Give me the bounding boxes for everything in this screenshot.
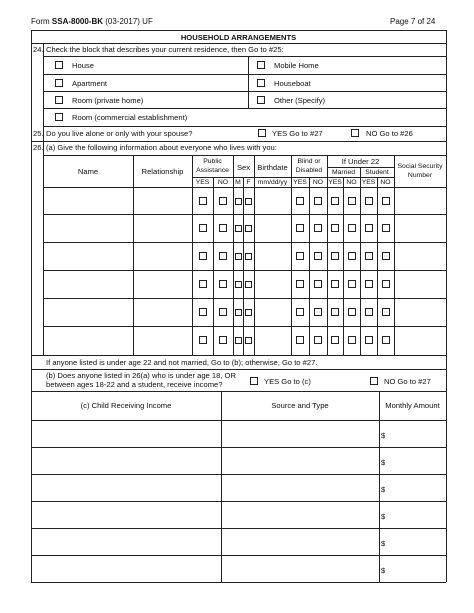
q24-rule-2: [43, 91, 446, 92]
row4-blind-no-checkbox[interactable]: [314, 280, 322, 288]
row-rule-6: [31, 355, 446, 356]
income-col-amount: Monthly Amount: [385, 401, 440, 410]
student-no-head: NO: [380, 179, 391, 186]
apartment-label: Apartment: [72, 79, 108, 88]
q24-col-divider: [248, 56, 249, 108]
top-rule: [31, 30, 446, 31]
q26b-no-label: NO Go to #27: [384, 377, 431, 386]
note-rule: [31, 369, 446, 370]
income-amount-currency: $: [381, 458, 386, 467]
page-number: Page 7 of 24: [390, 17, 436, 26]
married-no-head: NO: [346, 179, 357, 186]
room-private-checkbox[interactable]: [55, 96, 63, 104]
q24-rule-1: [43, 74, 446, 75]
sex-m-head: M: [235, 179, 241, 186]
student-yes-head: YES: [361, 179, 376, 186]
house-label: House: [72, 61, 94, 70]
row5-student-no-checkbox[interactable]: [382, 308, 390, 316]
row1-blind-yes-checkbox[interactable]: [296, 197, 304, 205]
section-title: HOUSEHOLD ARRANGEMENTS: [180, 33, 297, 42]
row5-blind-no-checkbox[interactable]: [314, 308, 322, 316]
row2-student-yes-checkbox[interactable]: [365, 224, 373, 232]
row3-sex-m-checkbox[interactable]: [235, 253, 242, 260]
row2-blind-no-checkbox[interactable]: [314, 224, 322, 232]
row6-blind-no-checkbox[interactable]: [314, 336, 322, 344]
pa-yes-head: YES: [195, 179, 210, 186]
row4-pa-no-checkbox[interactable]: [219, 280, 227, 288]
q24-prompt: Check the block that describes your current residence, then Go to #25:: [46, 45, 284, 54]
income-amount-currency: $: [381, 485, 386, 494]
row2-blind-yes-checkbox[interactable]: [296, 224, 304, 232]
row5-married-no-checkbox[interactable]: [348, 308, 356, 316]
row1-sex-m-checkbox[interactable]: [235, 198, 242, 205]
mobile-home-checkbox[interactable]: [257, 61, 265, 69]
row4-pa-yes-checkbox[interactable]: [199, 280, 207, 288]
income-amount-currency: $: [381, 431, 386, 440]
q26b-rule: [31, 391, 446, 392]
income-amount-currency: $: [381, 512, 386, 521]
col-married: Married: [331, 169, 356, 176]
q25-prompt: Do you live alone or only with your spouse?: [46, 129, 193, 138]
row2-sex-f-checkbox[interactable]: [245, 225, 252, 232]
row6-student-yes-checkbox[interactable]: [365, 336, 373, 344]
q25-yes-checkbox[interactable]: [258, 129, 266, 137]
row4-student-yes-checkbox[interactable]: [365, 280, 373, 288]
row5-blind-yes-checkbox[interactable]: [296, 308, 304, 316]
row4-student-no-checkbox[interactable]: [382, 280, 390, 288]
q26-note: If anyone listed is under age 22 and not married, Go to (b); otherwise, Go to #27.: [46, 358, 318, 367]
sex-f-head: F: [246, 179, 251, 186]
tbl-v-13: [394, 155, 395, 355]
row2-pa-yes-checkbox[interactable]: [199, 224, 207, 232]
other-label: Other (Specify): [274, 96, 326, 105]
row6-married-yes-checkbox[interactable]: [331, 336, 339, 344]
form-code: SSA-8000-BK: [51, 17, 104, 26]
row1-blind-no-checkbox[interactable]: [314, 197, 322, 205]
col-ssn: Social Security Number: [397, 163, 443, 179]
income-row-rule: [31, 474, 446, 475]
houseboat-label: Houseboat: [274, 79, 311, 88]
col-public-assistance: Public Assistance: [196, 158, 229, 174]
row6-student-no-checkbox[interactable]: [382, 336, 390, 344]
blind-yes-head: YES: [293, 179, 307, 186]
other-checkbox[interactable]: [257, 96, 265, 104]
header-rule-bottom: [43, 187, 446, 188]
bottom-rule: [31, 582, 446, 583]
q25-no-checkbox[interactable]: [351, 129, 359, 137]
q26-prompt: (a) Give the following information about everyone who lives with you:: [46, 143, 277, 152]
income-header-rule: [31, 420, 446, 421]
room-private-label: Room (private home): [72, 96, 144, 105]
income-row-rule: [31, 447, 446, 448]
q26-number: 26.: [33, 143, 44, 152]
col-birthdate: Birthdate: [257, 163, 288, 172]
q25-rule: [31, 141, 446, 142]
form-suffix: (03-2017) UF: [103, 17, 153, 26]
col-relationship: Relationship: [141, 167, 184, 176]
q25-no-label: NO Go to #26: [366, 129, 413, 138]
apartment-checkbox[interactable]: [55, 79, 63, 87]
blind-no-head: NO: [312, 179, 324, 186]
left-border: [31, 30, 32, 582]
row-rule-1: [43, 214, 446, 215]
q25-yes-label: YES Go to #27: [272, 129, 323, 138]
row-rule-2: [43, 242, 446, 243]
tbl-v-10: [343, 177, 344, 355]
row4-sex-m-checkbox[interactable]: [235, 281, 242, 288]
row5-married-yes-checkbox[interactable]: [331, 308, 339, 316]
col-student: Student: [365, 169, 389, 176]
row1-student-yes-checkbox[interactable]: [365, 197, 373, 205]
row4-married-no-checkbox[interactable]: [348, 280, 356, 288]
q24-rule-0: [43, 56, 446, 57]
row3-married-yes-checkbox[interactable]: [331, 252, 339, 260]
q25-number: 25.: [33, 129, 44, 138]
houseboat-checkbox[interactable]: [257, 79, 265, 87]
row5-sex-m-checkbox[interactable]: [235, 309, 242, 316]
row4-sex-f-checkbox[interactable]: [245, 281, 252, 288]
income-row-rule: [31, 555, 446, 556]
income-row-rule: [31, 528, 446, 529]
title-rule: [31, 43, 446, 44]
form-id: [31, 17, 153, 26]
row3-blind-no-checkbox[interactable]: [314, 252, 322, 260]
q26b-yes-label: YES Go to (c): [264, 377, 311, 386]
tbl-v-1: [133, 155, 134, 355]
row1-married-yes-checkbox[interactable]: [331, 197, 339, 205]
row1-married-no-checkbox[interactable]: [348, 197, 356, 205]
house-checkbox[interactable]: [55, 61, 63, 69]
row5-student-yes-checkbox[interactable]: [365, 308, 373, 316]
q26b-no-checkbox[interactable]: [370, 377, 378, 385]
mobile-home-label: Mobile Home: [274, 61, 319, 70]
income-row-rule: [31, 501, 446, 502]
row3-sex-f-checkbox[interactable]: [245, 253, 252, 260]
tbl-v-12: [377, 177, 378, 355]
tbl-v-8: [309, 177, 310, 355]
row1-student-no-checkbox[interactable]: [382, 197, 390, 205]
row2-married-yes-checkbox[interactable]: [331, 224, 339, 232]
row2-sex-m-checkbox[interactable]: [235, 225, 242, 232]
room-commercial-label: Room (commercial establishment): [72, 113, 188, 122]
row4-blind-yes-checkbox[interactable]: [296, 280, 304, 288]
tbl-v-5: [243, 177, 244, 355]
row3-pa-no-checkbox[interactable]: [219, 252, 227, 260]
form-prefix: Form: [31, 17, 52, 26]
q26b-prompt-1: (b) Does anyone listed in 26(a) who is under age 18, OR: [46, 371, 236, 380]
row-rule-3: [43, 270, 446, 271]
row1-pa-yes-checkbox[interactable]: [199, 197, 207, 205]
row3-pa-yes-checkbox[interactable]: [199, 252, 207, 260]
col-under22: If Under 22: [341, 157, 380, 166]
row-rule-5: [43, 326, 446, 327]
row6-pa-no-checkbox[interactable]: [219, 336, 227, 344]
income-col-source: Source and Type: [271, 401, 329, 410]
row6-sex-f-checkbox[interactable]: [245, 337, 252, 344]
col-sex: Sex: [236, 163, 251, 172]
married-yes-head: YES: [328, 179, 342, 186]
row5-pa-yes-checkbox[interactable]: [199, 308, 207, 316]
room-commercial-checkbox[interactable]: [55, 113, 63, 121]
row3-student-no-checkbox[interactable]: [382, 252, 390, 260]
tbl-v-0: [43, 155, 44, 355]
income-amount-currency: $: [381, 566, 386, 575]
q24-rule-4: [43, 126, 446, 127]
row6-married-no-checkbox[interactable]: [348, 336, 356, 344]
q24-rule-3: [43, 108, 446, 109]
pa-no-head: NO: [217, 179, 229, 186]
col-name: Name: [77, 167, 99, 176]
row1-sex-f-checkbox[interactable]: [245, 198, 252, 205]
row2-student-no-checkbox[interactable]: [382, 224, 390, 232]
q24-number: 24.: [33, 45, 44, 54]
row3-blind-yes-checkbox[interactable]: [296, 252, 304, 260]
income-col-child: (c) Child Receiving Income: [80, 401, 172, 410]
row2-pa-no-checkbox[interactable]: [219, 224, 227, 232]
row2-married-no-checkbox[interactable]: [348, 224, 356, 232]
row1-pa-no-checkbox[interactable]: [219, 197, 227, 205]
income-amount-currency: $: [381, 539, 386, 548]
row3-student-yes-checkbox[interactable]: [365, 252, 373, 260]
row4-married-yes-checkbox[interactable]: [331, 280, 339, 288]
row3-married-no-checkbox[interactable]: [348, 252, 356, 260]
row5-sex-f-checkbox[interactable]: [245, 309, 252, 316]
right-border: [446, 30, 447, 582]
tbl-v-3: [213, 177, 214, 355]
q26-header-rule-top: [43, 155, 446, 156]
birthdate-format: mm/dd/yy: [257, 179, 288, 186]
row6-pa-yes-checkbox[interactable]: [199, 336, 207, 344]
col-blind-disabled: Blind or Disabled: [295, 158, 323, 174]
q26b-prompt-2: between ages 18-22 and a student, receive income?: [46, 380, 223, 389]
row5-pa-no-checkbox[interactable]: [219, 308, 227, 316]
row6-blind-yes-checkbox[interactable]: [296, 336, 304, 344]
row6-sex-m-checkbox[interactable]: [235, 337, 242, 344]
row-rule-4: [43, 298, 446, 299]
q26b-yes-checkbox[interactable]: [250, 377, 258, 385]
